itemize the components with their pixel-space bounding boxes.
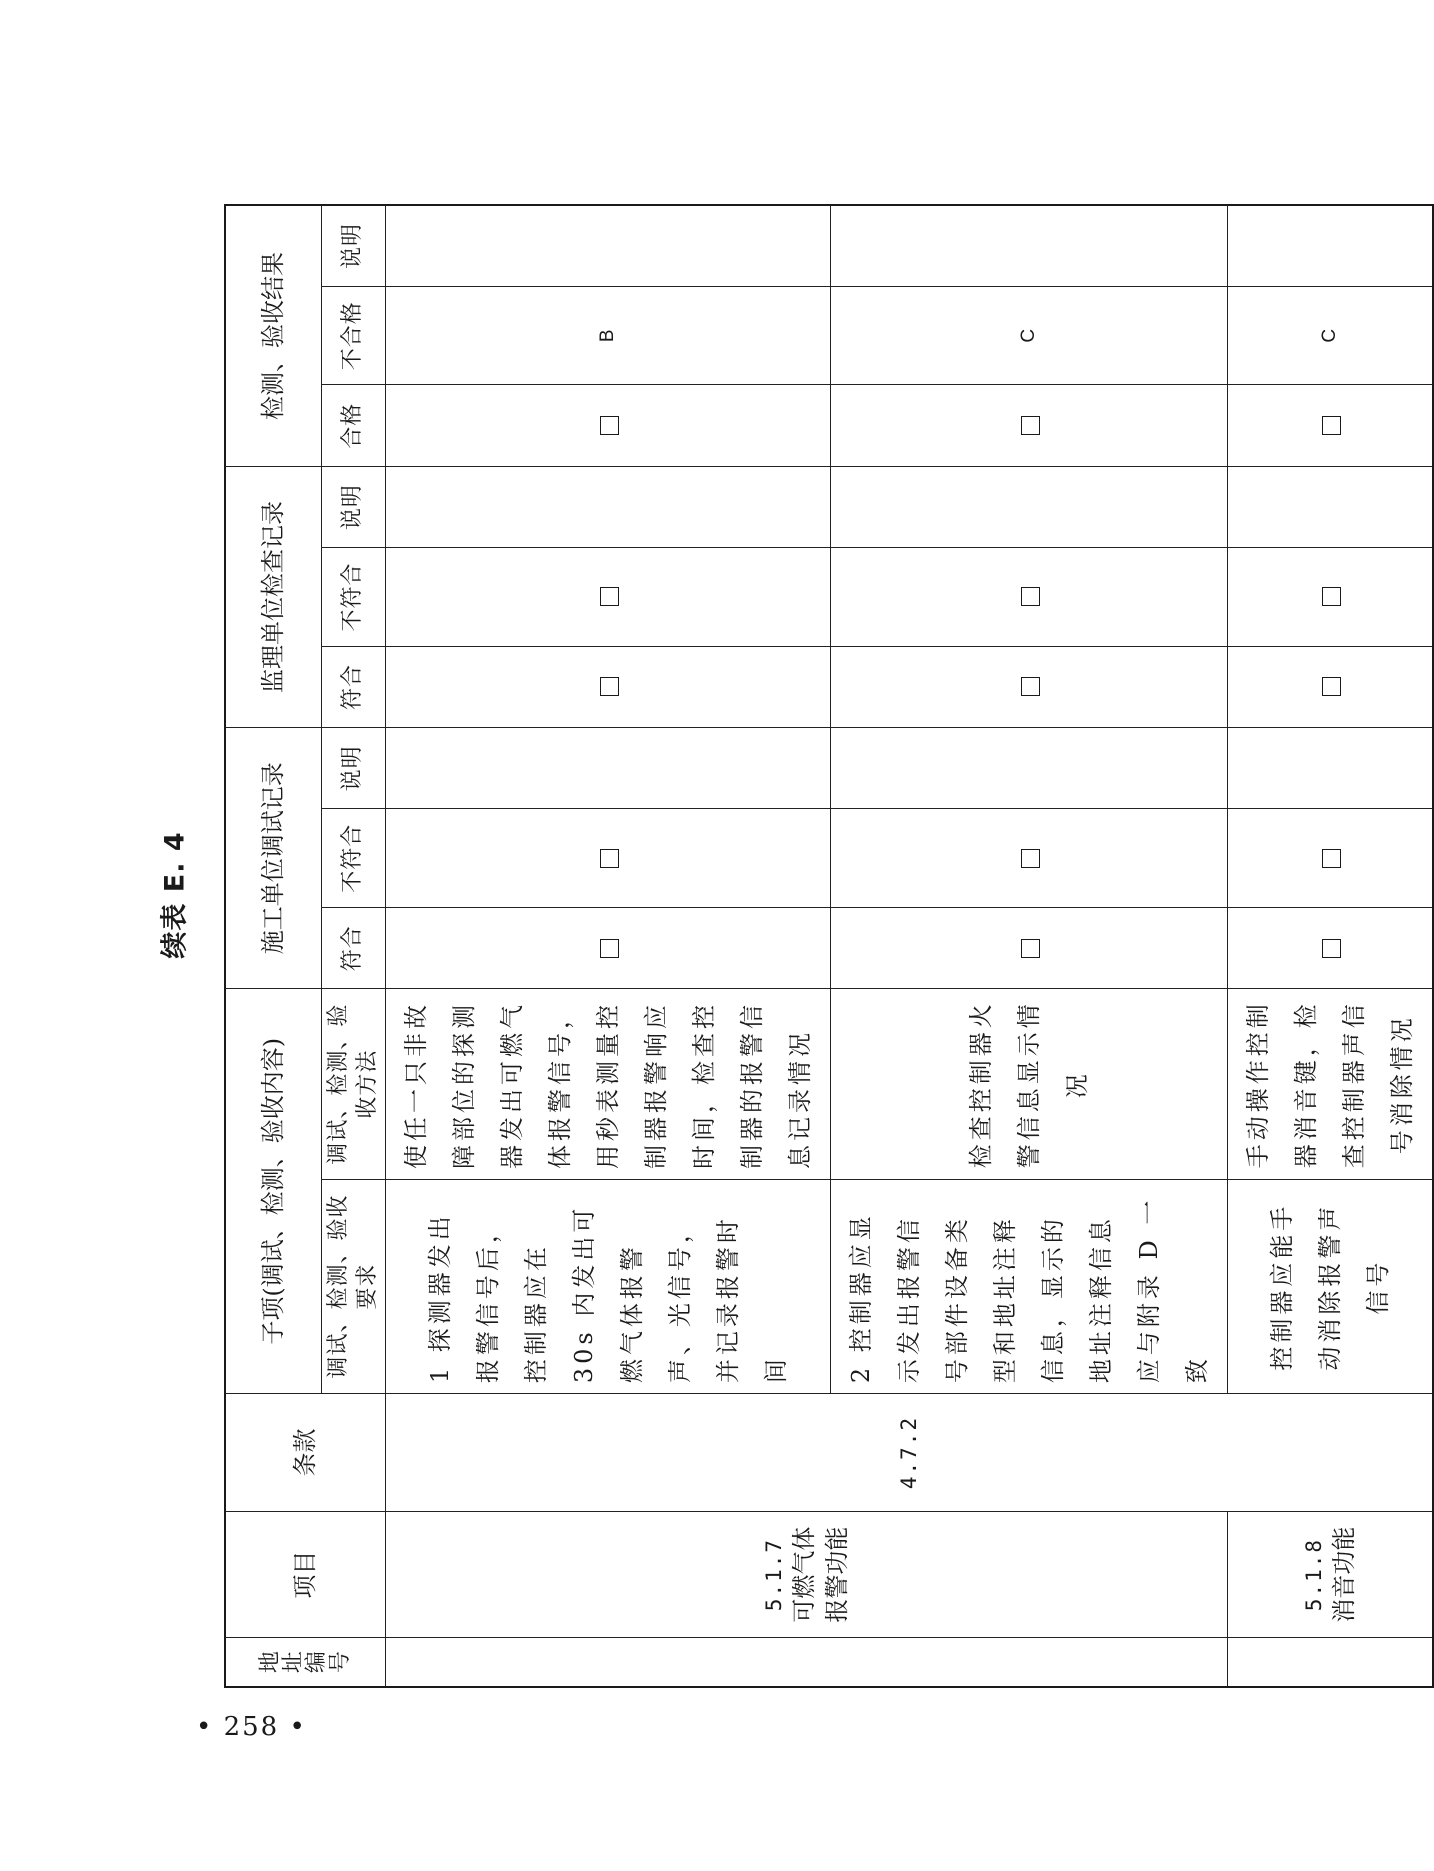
address-cell: [385, 1638, 1227, 1687]
supervision-note-cell: [385, 466, 830, 547]
supervision-note-cell: [1227, 466, 1433, 547]
checkbox[interactable]: [1322, 939, 1341, 958]
qualified-cell: [830, 385, 1227, 466]
construction-nonconform-cell: [1227, 809, 1433, 908]
header-construction-conform: 符合: [321, 908, 385, 989]
checkbox[interactable]: [1322, 588, 1341, 607]
item-cell: [1227, 1511, 1433, 1637]
construction-note-cell: [385, 728, 830, 809]
construction-conform-cell: [1227, 908, 1433, 989]
header-inspection-unqualified: 不合格: [321, 287, 385, 386]
header-method: 调试、检测、验收方法: [321, 989, 385, 1180]
header-supervision-conform: 符合: [321, 646, 385, 727]
construction-nonconform-cell: [830, 809, 1227, 908]
requirement-cell: 1 探测器发出报警信号后，控制器应在 30s 内发出可燃气体报警声、光信号，并记录报警时间: [385, 1179, 830, 1393]
header-subitem: 子项(调试、检测、验收内容): [225, 989, 321, 1394]
checkbox[interactable]: [1021, 939, 1040, 958]
header-item: 项目: [225, 1511, 385, 1637]
header-supervision-note: 说明: [321, 466, 385, 547]
checkbox[interactable]: [600, 849, 619, 868]
method-cell: 检查控制器火警信息显示情况: [830, 989, 1227, 1180]
page-number: • 258 •: [196, 1712, 307, 1742]
inspection-note-cell: [385, 205, 830, 287]
table-title: 续表 E. 4: [159, 831, 191, 959]
item-code: 5.1.7: [761, 1537, 786, 1612]
checkbox[interactable]: [600, 939, 619, 958]
table-wrapper: [224, 204, 1416, 1688]
method-cell: 手动操作控制器消音键，检查控制器声信号消除情况: [1227, 989, 1433, 1180]
header-construction-nonconform: 不符合: [321, 809, 385, 908]
checkbox[interactable]: [1021, 677, 1040, 696]
header-inspection-note: 说明: [321, 205, 385, 287]
checkbox[interactable]: [1021, 849, 1040, 868]
checkbox[interactable]: [1322, 416, 1341, 435]
method-cell: 使任一只非故障部位的探测器发出可燃气体报警信号，用秒表测量控制器报警响应时间，检查控制器的报警信息记录情况: [385, 989, 830, 1180]
header-construction-note: 说明: [321, 728, 385, 809]
supervision-conform-cell: [830, 646, 1227, 727]
construction-conform-cell: [830, 908, 1227, 989]
checkbox[interactable]: [1322, 849, 1341, 868]
checkbox[interactable]: [1322, 677, 1341, 696]
checkbox[interactable]: [1021, 588, 1040, 607]
supervision-note-cell: [830, 466, 1227, 547]
clause-cell: 4.7.2: [385, 1394, 1433, 1512]
construction-note-cell: [830, 728, 1227, 809]
supervision-conform-cell: [385, 646, 830, 727]
qualified-cell: [385, 385, 830, 466]
requirement-cell: 2 控制器应显示发出报警信号部件设备类型和地址注释信息，显示的地址注释信息应与附录 D 一致: [830, 1179, 1227, 1393]
grade-cell: C: [1227, 287, 1433, 386]
supervision-conform-cell: [1227, 646, 1433, 727]
checkbox[interactable]: [600, 677, 619, 696]
checkbox[interactable]: [1021, 416, 1040, 435]
construction-note-cell: [1227, 728, 1433, 809]
inspection-note-cell: [1227, 205, 1433, 287]
item-cell: [385, 1511, 1227, 1637]
header-requirement: 调试、检测、验收要求: [321, 1179, 385, 1393]
header-clause: 条款: [225, 1394, 385, 1512]
supervision-nonconform-cell: [385, 548, 830, 647]
construction-conform-cell: [385, 908, 830, 989]
supervision-nonconform-cell: [1227, 548, 1433, 647]
rotated-table-frame: [224, 204, 1416, 1688]
address-cell: [1227, 1638, 1433, 1687]
checkbox[interactable]: [600, 416, 619, 435]
item-name: 可燃气体报警功能: [790, 1526, 851, 1623]
inspection-note-cell: [830, 205, 1227, 287]
header-inspection-qualified: 合格: [321, 385, 385, 466]
item-name: 消音功能: [1329, 1526, 1358, 1623]
requirement-cell: 控制器应能手动消除报警声信号: [1227, 1179, 1433, 1393]
grade-cell: C: [830, 287, 1227, 386]
supervision-nonconform-cell: [830, 548, 1227, 647]
checkbox[interactable]: [600, 588, 619, 607]
header-supervision-nonconform: 不符合: [321, 548, 385, 647]
grade-cell: B: [385, 287, 830, 386]
acceptance-table: [224, 204, 1434, 1688]
table-row: [385, 205, 830, 1687]
header-address: 地址编号: [225, 1638, 385, 1687]
header-supervision: 监理单位检查记录: [225, 466, 321, 727]
header-construction: 施工单位调试记录: [225, 728, 321, 989]
qualified-cell: [1227, 385, 1433, 466]
header-inspection: 检测、验收结果: [225, 205, 321, 466]
construction-nonconform-cell: [385, 809, 830, 908]
item-code: 5.1.8: [1301, 1537, 1326, 1612]
